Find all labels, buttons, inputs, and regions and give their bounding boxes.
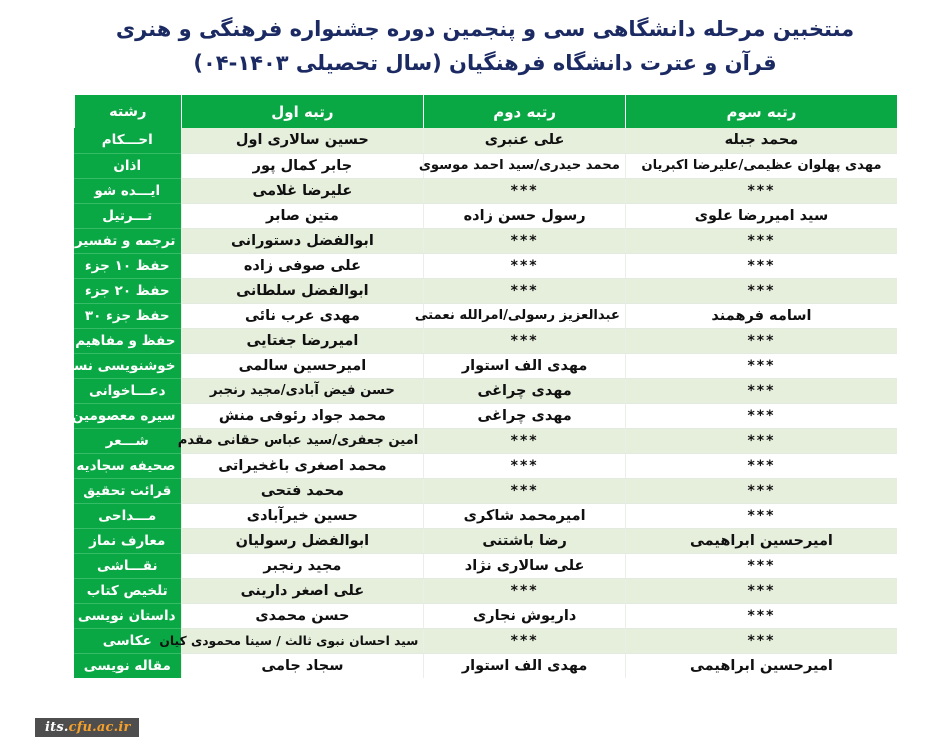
cell-subject: دعـــاخوانی xyxy=(74,378,181,403)
cell-rank-second: *** xyxy=(424,578,626,603)
table-header-row xyxy=(74,95,897,128)
cell-rank-first: جابر کمال پور xyxy=(181,153,424,178)
cell-rank-third: *** xyxy=(625,453,897,478)
cell-subject: داستان نویسی xyxy=(74,603,181,628)
cell-rank-first: محمد اصغری باغخیراتی xyxy=(181,453,424,478)
cell-rank-third: *** xyxy=(625,628,897,653)
cell-subject: شـــعر xyxy=(74,428,181,453)
cell-rank-second: امیرمحمد شاکری xyxy=(424,503,626,528)
cell-rank-second: عبدالعزیز رسولی/امرالله نعمتی xyxy=(424,303,626,328)
cell-rank-first: ابوالفضل سلطانی xyxy=(181,278,424,303)
cell-rank-third: *** xyxy=(625,253,897,278)
cell-rank-third: امیرحسین ابراهیمی xyxy=(625,528,897,553)
watermark-domain: cfu.ac.ir xyxy=(68,720,131,735)
cell-rank-second: علی عنبری xyxy=(424,128,626,153)
column-header-rank-second: رتبه دوم xyxy=(424,95,626,128)
cell-rank-third: *** xyxy=(625,603,897,628)
cell-rank-first: ابوالفضل دستورانی xyxy=(181,228,424,253)
column-header-rank-first: رتبه اول xyxy=(181,95,424,128)
cell-rank-first: محمد جواد رئوفی منش xyxy=(181,403,424,428)
table-row xyxy=(74,578,897,603)
watermark-prefix: its. xyxy=(45,720,69,735)
table-row xyxy=(74,653,897,678)
cell-rank-first: امیررضا جغتایی xyxy=(181,328,424,353)
cell-rank-second: *** xyxy=(424,253,626,278)
table-row xyxy=(74,203,897,228)
cell-rank-third: *** xyxy=(625,403,897,428)
table-row xyxy=(74,278,897,303)
cell-rank-third: اسامه فرهمند xyxy=(625,303,897,328)
cell-subject: حفظ ۲۰ جزء xyxy=(74,278,181,303)
cell-rank-first: حسین خیرآبادی xyxy=(181,503,424,528)
cell-rank-second: رضا باشتنی xyxy=(424,528,626,553)
cell-subject: نقـــاشی xyxy=(74,553,181,578)
results-table-container xyxy=(0,95,897,678)
cell-rank-second: *** xyxy=(424,478,626,503)
cell-rank-third: *** xyxy=(625,478,897,503)
cell-rank-first: مهدی عرب نائی xyxy=(181,303,424,328)
cell-rank-second: مهدی چراغی xyxy=(424,403,626,428)
cell-rank-first: متین صابر xyxy=(181,203,424,228)
table-row xyxy=(74,453,897,478)
column-header-subject: رشته xyxy=(74,95,181,128)
table-row xyxy=(74,628,897,653)
table-row xyxy=(74,328,897,353)
table-row xyxy=(74,528,897,553)
cell-rank-third: *** xyxy=(625,578,897,603)
cell-rank-third: مهدی پهلوان عظیمی/علیرضا اکبریان xyxy=(625,153,897,178)
cell-rank-third: *** xyxy=(625,353,897,378)
cell-rank-first: امین جعفری/سید عباس حقانی مقدم xyxy=(181,428,424,453)
cell-rank-third: محمد جبله xyxy=(625,128,897,153)
cell-rank-third: *** xyxy=(625,178,897,203)
cell-rank-first: مجید رنجبر xyxy=(181,553,424,578)
cell-rank-first: حسین سالاری اول xyxy=(181,128,424,153)
cell-rank-second: مهدی چراغی xyxy=(424,378,626,403)
cell-rank-second: *** xyxy=(424,178,626,203)
cell-rank-second: علی سالاری نژاد xyxy=(424,553,626,578)
cell-rank-second: داریوش نجاری xyxy=(424,603,626,628)
cell-subject: صحیفه سجادیه xyxy=(74,453,181,478)
results-table xyxy=(0,95,897,678)
cell-rank-second: *** xyxy=(424,453,626,478)
cell-rank-second: *** xyxy=(424,278,626,303)
cell-subject: حفظ ۱۰ جزء xyxy=(74,253,181,278)
table-header xyxy=(74,95,897,128)
table-row xyxy=(74,228,897,253)
cell-rank-first: محمد فتحی xyxy=(181,478,424,503)
cell-rank-first: امیرحسین سالمی xyxy=(181,353,424,378)
table-row xyxy=(74,128,897,153)
cell-rank-third: *** xyxy=(625,378,897,403)
cell-rank-first: علی صوفی زاده xyxy=(181,253,424,278)
cell-rank-third: سید امیررضا علوی xyxy=(625,203,897,228)
cell-subject: سیره معصومین (ع) xyxy=(74,403,181,428)
table-row xyxy=(74,603,897,628)
cell-rank-first: علیرضا غلامی xyxy=(181,178,424,203)
cell-rank-third: *** xyxy=(625,503,897,528)
cell-subject: اذان xyxy=(74,153,181,178)
cell-rank-third: *** xyxy=(625,278,897,303)
cell-subject: قرائت تحقیق xyxy=(74,478,181,503)
table-row xyxy=(74,553,897,578)
cell-rank-first: سید احسان نبوی ثالث / سینا محمودی کیان xyxy=(181,628,424,653)
cell-rank-second: *** xyxy=(424,628,626,653)
table-row xyxy=(74,378,897,403)
cell-rank-third: *** xyxy=(625,228,897,253)
cell-subject: ایـــده شو xyxy=(74,178,181,203)
cell-rank-first: سجاد جامی xyxy=(181,653,424,678)
cell-subject: احـــکام xyxy=(74,128,181,153)
page-title xyxy=(35,12,935,80)
table-row xyxy=(74,428,897,453)
cell-subject: حفظ و مفاهیم قرآن کریم xyxy=(74,328,181,353)
cell-rank-first: حسن فیض آبادی/مجید رنجبر xyxy=(181,378,424,403)
cell-subject: مـــداحی xyxy=(74,503,181,528)
table-row xyxy=(74,178,897,203)
cell-rank-second: مهدی الف استوار xyxy=(424,653,626,678)
table-row xyxy=(74,353,897,378)
cell-subject: تلخیص کتاب xyxy=(74,578,181,603)
cell-rank-first: حسن محمدی xyxy=(181,603,424,628)
table-row xyxy=(74,503,897,528)
table-row xyxy=(74,478,897,503)
table-row xyxy=(74,403,897,428)
cell-subject: ترجمه و تفسیر قرآن کریم xyxy=(74,228,181,253)
table-row xyxy=(74,253,897,278)
cell-rank-second: *** xyxy=(424,428,626,453)
page-title-line-2: قرآن و عترت دانشگاه فرهنگیان (سال تحصیلی ۱۴۰۳-۰۴) xyxy=(193,51,777,75)
cell-subject: حفظ جزء ۳۰ xyxy=(74,303,181,328)
cell-rank-second: مهدی الف استوار xyxy=(424,353,626,378)
cell-rank-first: ابوالفضل رسولیان xyxy=(181,528,424,553)
table-body xyxy=(0,128,897,678)
column-header-rank-third: رتبه سوم xyxy=(625,95,897,128)
cell-rank-third: *** xyxy=(625,428,897,453)
cell-rank-third: امیرحسین ابراهیمی xyxy=(625,653,897,678)
cell-rank-second: رسول حسن زاده xyxy=(424,203,626,228)
cell-rank-second: *** xyxy=(424,328,626,353)
cell-rank-third: *** xyxy=(625,553,897,578)
cell-rank-second: *** xyxy=(424,228,626,253)
cell-subject: تـــرتیل xyxy=(74,203,181,228)
cell-rank-first: علی اصغر دارینی xyxy=(181,578,424,603)
cell-subject: عکاسی xyxy=(74,628,181,653)
cell-subject: خوشنویسی نستعلیق xyxy=(74,353,181,378)
page-title-line-1: منتخبین مرحله دانشگاهی سی و پنجمین دوره جشنواره فرهنگی و هنری xyxy=(115,17,855,41)
table-row xyxy=(74,153,897,178)
table-row xyxy=(74,303,897,328)
cell-rank-third: *** xyxy=(625,328,897,353)
cell-rank-second: محمد حیدری/سید احمد موسوی xyxy=(424,153,626,178)
cell-subject: معارف نماز xyxy=(74,528,181,553)
cell-subject: مقاله نویسی xyxy=(74,653,181,678)
site-watermark xyxy=(35,718,139,737)
